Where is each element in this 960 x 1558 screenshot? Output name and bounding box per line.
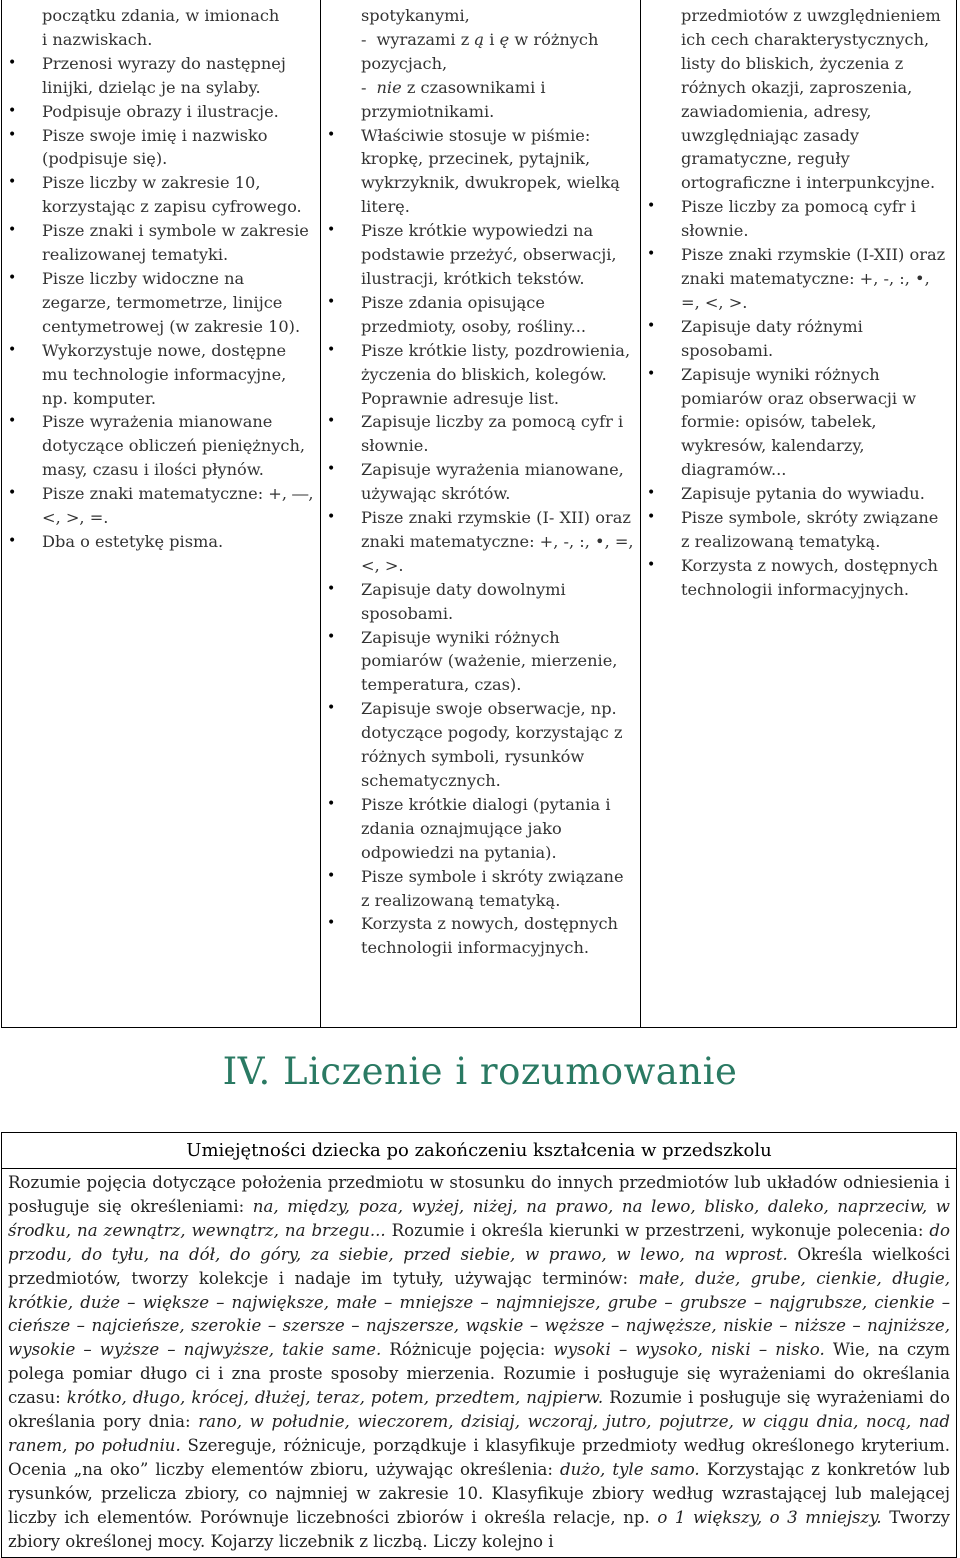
skills-summary-table — [1, 1132, 957, 1558]
list-item: • Zapisuje daty różnymi sposobami. — [647, 315, 950, 363]
skills-table — [1, 0, 957, 1028]
list-item: • Pisze krótkie dialogi (pytania i zdania oznajmujące jako odpowiedzi na pytania). — [327, 793, 634, 865]
continuation-text: początku zdania, w imionach — [42, 6, 280, 25]
continuation-text: przedmiotów z uwzględnieniem ich cech charakterystycznych, listy do bliskich, życzenia z różnych okazji, zaproszenia, zawiadomienia, adresy, uwzględniając zasady gramatyczne, reguły ortograficzne i interpunkcyjne. — [681, 6, 941, 193]
list-item: • Pisze znaki rzymskie (I- XII) oraz znaki matematyczne: +, -, :, •, =, <, >. — [327, 506, 634, 578]
list-item: • Podpisuje obrazy i ilustracje. — [8, 100, 314, 124]
list-item: • Wykorzystuje nowe, dostępne mu technologie informacyjne, np. komputer. — [8, 339, 314, 411]
list-item: • Pisze liczby za pomocą cyfr i słownie. — [647, 195, 950, 243]
list-item: • Pisze krótkie listy, pozdrowienia, życzenia do bliskich, kolegów. Poprawnie adresuje list. — [327, 339, 634, 411]
list-item: • Pisze liczby widoczne na zegarze, termometrze, linijce centymetrowej (w zakresie 10). — [8, 267, 314, 339]
table-body: Rozumie pojęcia dotyczące położenia przedmiotu w stosunku do innych przedmiotów lub układów odniesienia i posługuje się określeniami: na, między, poza, wyżej, niżej, na prawo, na lewo, blisko, daleko, naprzeciw, w środku, na zewnątrz, wewnątrz, na brzegu... Rozumie i określa kierunki w przestrzeni, wykonuje polecenia: do przodu, do tyłu, na dół, do góry, za siebie, przed siebie, w prawo, w lewo, na wprost. Określa wielkości przedmiotów, tworzy kolekcje i nadaje im tytuły, używając terminów: małe, duże, grube, cienkie, długie, krótkie, duże – większe – największe, małe – mniejsze – najmniejsze, grube – grubsze – najgrubsze, cienkie – cieńsze – najcieńsze, szerokie – szersze – najszersze, wąskie – węższe – najwęższe, niskie – niższe – najniższe, wysokie – wyższe – najwyższe, takie same. Różnicuje pojęcia: wysoki – wysoko, niski – nisko. Wie, na czym polega pomiar długo ci i zna proste sposoby mierzenia. Rozumie i posługuje się wyrażeniami do określania czasu: krótko, długo, krócej, dłużej, teraz, potem, przedtem, najpierw. Rozumie i posługuje się wyrażeniami do określania pory dnia: rano, w południe, wieczorem, dzisiaj, wczoraj, jutro, pojutrze, w ciągu dnia, nocą, nad ranem, po południu. Szereguje, różnicuje, porządkuje i klasyfikuje przedmioty według określonego kryterium. Ocenia „na oko” liczby elementów zbioru, używając określenia: dużo, tyle samo. Korzystając z konkretów lub rysunków, przelicza zbiory, co najmniej w zakresie 10. Klasyfikuje zbiory według wzrastającej lub malejącej liczby ich elementów. Porównuje liczebności zbiorów i określa relacje, np. o 1 większy, o 3 mniejszy. Tworzy zbiory określonej mocy. Kojarzy liczebnik z liczbą. Liczy kolejno i — [8, 1173, 951, 1551]
list-item: • Przenosi wyrazy do następnej linijki, dzieląc je na sylaby. — [8, 52, 314, 100]
column-3 — [641, 0, 956, 1027]
list-item: • Dba o estetykę pisma. — [8, 530, 314, 554]
list-item: • Pisze swoje imię i nazwisko (podpisuje się). — [8, 124, 314, 172]
table-header: Umiejętności dziecka po zakończeniu kształcenia w przedszkolu — [2, 1133, 956, 1169]
skill-list — [8, 52, 314, 554]
list-item: • Pisze znaki matematyczne: +, ―, <, >, =. — [8, 482, 314, 530]
column-1 — [2, 0, 321, 1027]
list-item: • Pisze znaki i symbole w zakresie realizowanej tematyki. — [8, 219, 314, 267]
sub-item: - nie z czasownikami i przymiotnikami. — [361, 77, 546, 121]
list-item: • Korzysta z nowych, dostępnych technologii informacyjnych. — [327, 912, 634, 960]
section-heading: IV. Liczenie i rozumowanie — [222, 1050, 738, 1093]
sub-item: - wyrazami z ą i ę w różnych pozycjach, — [361, 29, 599, 73]
skill-list — [327, 124, 634, 961]
skill-list — [647, 195, 950, 601]
list-item: • Zapisuje swoje obserwacje, np. dotyczące pogody, korzystając z różnych symboli, rysunków schematycznych. — [327, 697, 634, 793]
list-item: • Pisze zdania opisujące przedmioty, osoby, rośliny... — [327, 291, 634, 339]
continuation-text: i nazwiskach. — [42, 29, 153, 49]
list-item: • Właściwie stosuje w piśmie: kropkę, przecinek, pytajnik, wykrzyknik, dwukropek, wielką literę. — [327, 124, 634, 220]
list-item: • Pisze symbole i skróty związane z realizowaną tematyką. — [327, 865, 634, 913]
list-item: • Zapisuje liczby za pomocą cyfr i słownie. — [327, 410, 634, 458]
list-item: • Pisze znaki rzymskie (I-XII) oraz znaki matematyczne: +, -, :, •, =, <, >. — [647, 243, 950, 315]
list-item: • Zapisuje wyniki różnych pomiarów (ważenie, mierzenie, temperatura, czas). — [327, 626, 634, 698]
list-item: • Korzysta z nowych, dostępnych technologii informacyjnych. — [647, 554, 950, 602]
list-item: • Pisze krótkie wypowiedzi na podstawie przeżyć, obserwacji, ilustracji, krótkich tekstów. — [327, 219, 634, 291]
list-item: • Pisze wyrażenia mianowane dotyczące obliczeń pieniężnych, masy, czasu i ilości płynów. — [8, 410, 314, 482]
list-item: • Pisze liczby w zakresie 10, korzystając z zapisu cyfrowego. — [8, 171, 314, 219]
list-item: • Zapisuje wyrażenia mianowane, używając skrótów. — [327, 458, 634, 506]
list-item: • Zapisuje wyniki różnych pomiarów oraz obserwacji w formie: opisów, tabelek, wykresów, kalendarzy, diagramów... — [647, 363, 950, 483]
list-item: • Pisze symbole, skróty związane z realizowaną tematyką. — [647, 506, 950, 554]
column-2 — [321, 0, 641, 1027]
list-item: • Zapisuje daty dowolnymi sposobami. — [327, 578, 634, 626]
list-item: • Zapisuje pytania do wywiadu. — [647, 482, 950, 506]
continuation-text: spotykanymi, — [361, 6, 470, 25]
